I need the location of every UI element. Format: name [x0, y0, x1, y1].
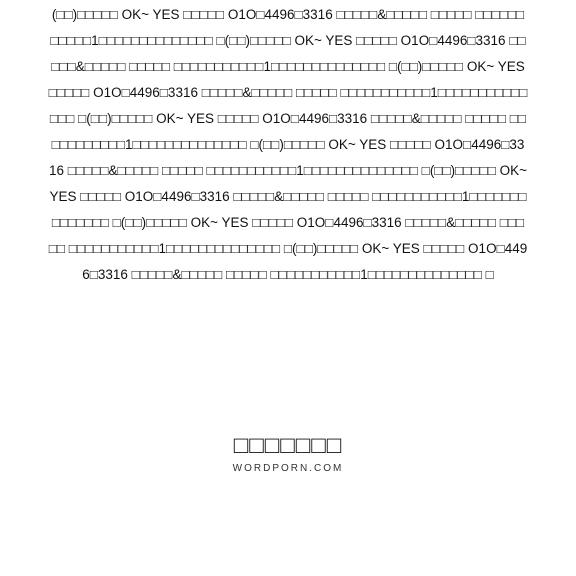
page-title: □□□□□□□ [233, 432, 343, 459]
site-name: WORDPORN.COM [232, 463, 344, 474]
body-text: (□□)□□□□□ OK~ YES □□□□□ O1O□4496□3316 □□□□□&□□□□□ □□□□□ □□□□□□□□□□□1□□□□□□□□□□□□□□ □(□□)□□□□□ OK~ YES □□□□□ O1O□4496□3316 □□□□□&□□□□□ □□□□□ □□□□□□□□□□□1□□□□□□□□□□□□□□ □(□□)□□□□□ OK~ YES □□□□□ O1O□4496□3316 □□□□□&□□□□□ □□□□□ □□□□□□□□□□□1□□□□□□□□□□□□□□ □(□□)□□□□□ OK~ YES □□□□□ O1O□4496□3316 □□□□□&□□□□□ □□□□□ □□□□□□□□□□□1□□□□□□□□□□□□□□ □(□□)□□□□□ OK~ YES □□□□□ O1O□4496□3316 □□□□□&□□□□□ □□□□□ □□□□□□□□□□□1□□□□□□□□□□□□□□ □(□□)□□□□□ OK~ YES □□□□□ O1O□4496□3316 □□□□□&□□□□□ □□□□□ □□□□□□□□□□□1□□□□□□□□□□□□□□ □(□□)□□□□□ OK~ YES □□□□□ O1O□4496□3316 □□□□□&□□□□□ □□□□□ □□□□□□□□□□□1□□□□□□□□□□□□□□ □(□□)□□□□□ OK~ YES □□□□□ O1O□4496□3316 □□□□□&□□□□□ □□□□□ □□□□□□□□□□□1□□□□□□□□□□□□□□ □ [48, 7, 528, 282]
